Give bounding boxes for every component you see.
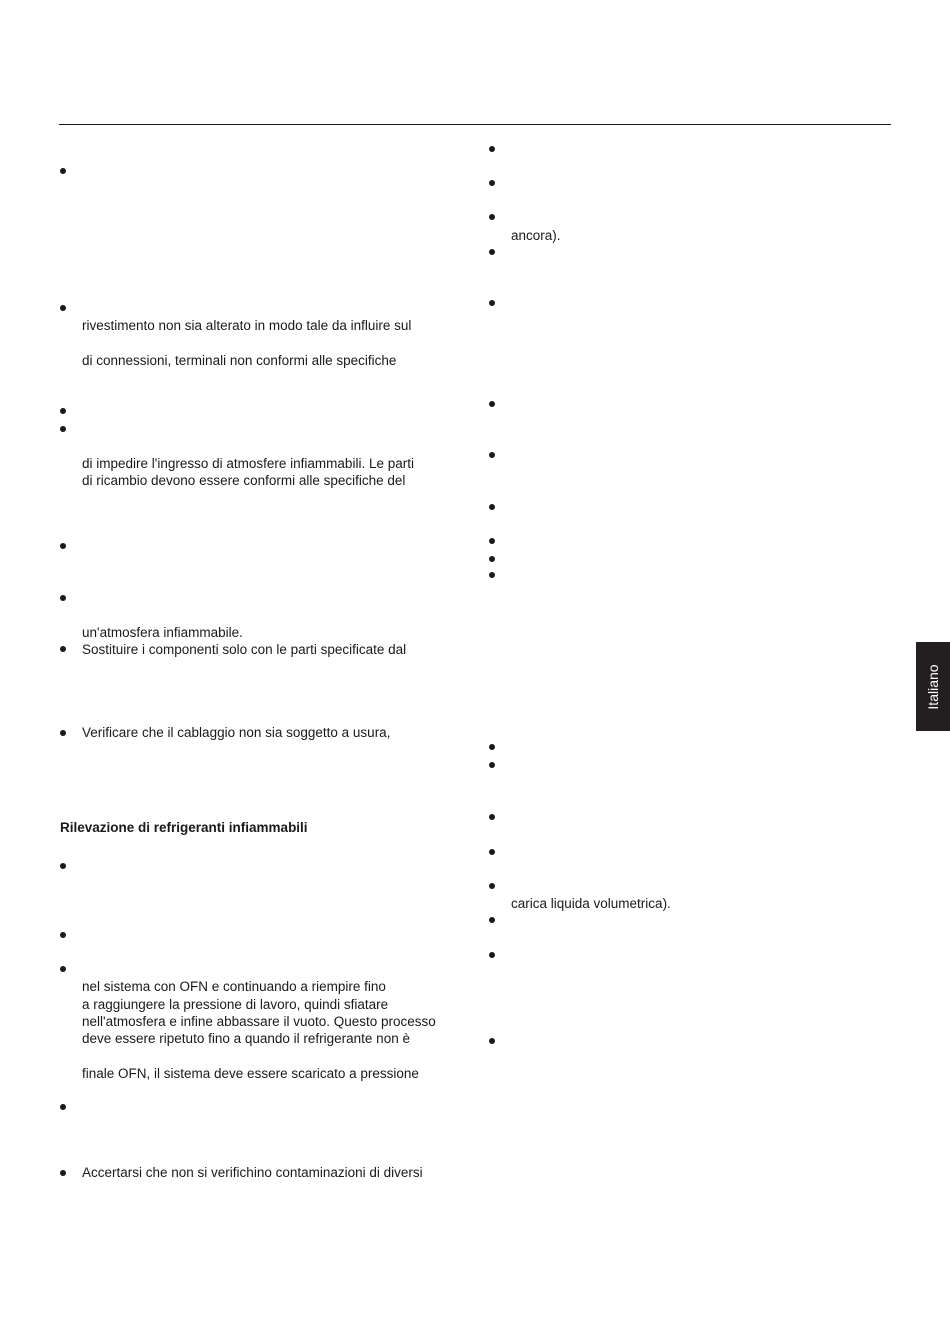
bullet xyxy=(489,572,495,578)
body-text-line: un'atmosfera infiammabile. xyxy=(82,625,243,640)
bullet xyxy=(489,556,495,562)
bullet xyxy=(60,305,66,311)
bullet xyxy=(60,646,66,652)
body-text-line: di connessioni, terminali non conformi alle specifiche xyxy=(82,353,397,368)
body-text-line: Verificare che il cablaggio non sia soggetto a usura, xyxy=(82,725,391,740)
body-text-line: a raggiungere la pressione di lavoro, quindi sfiatare xyxy=(82,997,389,1012)
body-text-line: deve essere ripetuto fino a quando il refrigerante non è xyxy=(82,1031,410,1046)
bullet xyxy=(489,538,495,544)
bullet xyxy=(489,504,495,510)
header-rule xyxy=(59,124,891,125)
bullet xyxy=(489,883,495,889)
bullet xyxy=(489,401,495,407)
body-text-line: di impedire l'ingresso di atmosfere infiammabili. Le parti xyxy=(82,456,414,471)
bullet xyxy=(60,426,66,432)
bullet xyxy=(489,300,495,306)
bullet xyxy=(489,917,495,923)
bullet xyxy=(489,849,495,855)
bullet xyxy=(60,966,66,972)
body-text-line: Sostituire i componenti solo con le parti specificate dal xyxy=(82,642,407,657)
body-text-line: carica liquida volumetrica). xyxy=(511,896,671,911)
language-tab xyxy=(916,642,950,731)
bullet xyxy=(489,146,495,152)
bullet xyxy=(489,1038,495,1044)
bullet xyxy=(60,863,66,869)
bullet xyxy=(489,249,495,255)
bullet xyxy=(60,730,66,736)
bullet xyxy=(489,762,495,768)
bullet xyxy=(60,1170,66,1176)
bullet xyxy=(489,452,495,458)
body-text-line: di ricambio devono essere conformi alle specifiche del xyxy=(82,473,406,488)
bullet xyxy=(60,595,66,601)
body-text-line: nel sistema con OFN e continuando a riempire fino xyxy=(82,979,386,994)
section-heading: Rilevazione di refrigeranti infiammabili xyxy=(60,820,308,835)
bullet xyxy=(489,214,495,220)
bullet xyxy=(60,932,66,938)
bullet xyxy=(489,180,495,186)
body-text-line: ancora). xyxy=(511,228,561,243)
bullet xyxy=(489,814,495,820)
language-tab-label: Italiano xyxy=(925,663,941,710)
bullet xyxy=(60,1104,66,1110)
bullet xyxy=(60,168,66,174)
body-text-line: finale OFN, il sistema deve essere scaricato a pressione xyxy=(82,1066,419,1081)
bullet xyxy=(489,952,495,958)
body-text-line: Accertarsi che non si verifichino contaminazioni di diversi xyxy=(82,1165,423,1180)
body-text-line: nell'atmosfera e infine abbassare il vuoto. Questo processo xyxy=(82,1014,436,1029)
bullet xyxy=(60,543,66,549)
bullet xyxy=(60,408,66,414)
bullet xyxy=(489,744,495,750)
body-text-line: rivestimento non sia alterato in modo tale da influire sul xyxy=(82,318,412,333)
